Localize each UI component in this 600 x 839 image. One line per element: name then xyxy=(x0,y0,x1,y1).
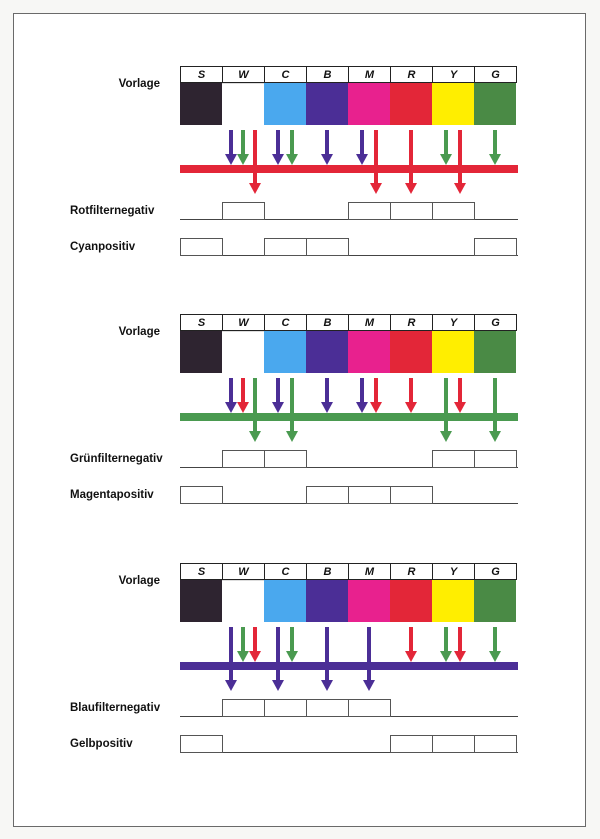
panel-1-arrow-w-b xyxy=(225,130,237,165)
panel-2-negative-cell-g xyxy=(474,450,517,468)
panel-1-arrow-w-g xyxy=(237,130,249,165)
panel-3-header-w: W xyxy=(222,563,265,580)
panel-3-header-s: S xyxy=(180,563,223,580)
panel-3-header-y: Y xyxy=(432,563,475,580)
panel-3-header-r: R xyxy=(390,563,433,580)
panel-2-swatch-m xyxy=(348,331,390,373)
panel-2-arrow-y-g xyxy=(440,378,452,442)
panel-3-swatch-r xyxy=(390,580,432,622)
panel-2-positive-cell-r xyxy=(390,486,433,504)
panel-3-header-b: B xyxy=(306,563,349,580)
panel-3-arrow-w-g xyxy=(237,627,249,662)
panel-2-header-g: G xyxy=(474,314,517,331)
panel-1-header-g: G xyxy=(474,66,517,83)
panel-1-swatch-g xyxy=(474,83,516,125)
panel-1-swatch-r xyxy=(390,83,432,125)
panel-2-header-w: W xyxy=(222,314,265,331)
panel-2-header-r: R xyxy=(390,314,433,331)
panel-3-arrow-b-b xyxy=(321,627,333,691)
panel-1-arrow-y-r xyxy=(454,130,466,194)
panel-3-header-m: M xyxy=(348,563,391,580)
panel-3-negative-cell-w xyxy=(222,699,265,717)
panel-2-arrow-c-g xyxy=(286,378,298,442)
panel-3-swatch-g xyxy=(474,580,516,622)
panel-2-arrow-w-g xyxy=(249,378,261,442)
panel-2-header-m: M xyxy=(348,314,391,331)
panel-1-arrow-m-b xyxy=(356,130,368,165)
panel-2-arrow-b-b xyxy=(321,378,333,413)
panel-3-arrow-w-r xyxy=(249,627,261,662)
panel-3-arrow-y-r xyxy=(454,627,466,662)
panel-1-header-m: M xyxy=(348,66,391,83)
panel-1-positive-baseline xyxy=(180,255,518,256)
panel-2-arrow-m-b xyxy=(356,378,368,413)
panel-3-swatch-b xyxy=(306,580,348,622)
panel-3-positive-label: Gelbpositiv xyxy=(70,738,133,750)
panel-3-swatch-c xyxy=(264,580,306,622)
panel-3-arrow-y-g xyxy=(440,627,452,662)
panel-3-swatch-m xyxy=(348,580,390,622)
panel-1-arrow-c-b xyxy=(272,130,284,165)
panel-1-header-s: S xyxy=(180,66,223,83)
panel-3-arrow-c-g xyxy=(286,627,298,662)
panel-1-arrow-r-r xyxy=(405,130,417,194)
panel-1-positive-cell-b xyxy=(306,238,349,256)
panel-2-arrow-r-r xyxy=(405,378,417,413)
panel-3-arrow-w-b xyxy=(225,627,237,691)
panel-1-negative-label: Rotfilternegativ xyxy=(70,205,155,217)
panel-1-arrow-y-g xyxy=(440,130,452,165)
panel-1-swatch-s xyxy=(180,83,222,125)
panel-3-negative-cell-b xyxy=(306,699,349,717)
panel-2-arrow-y-r xyxy=(454,378,466,413)
panel-1-arrow-g-g xyxy=(489,130,501,165)
panel-2-swatch-s xyxy=(180,331,222,373)
panel-1-header-w: W xyxy=(222,66,265,83)
panel-1-header-b: B xyxy=(306,66,349,83)
panel-2-arrow-g-g xyxy=(489,378,501,442)
panel-1-header-r: R xyxy=(390,66,433,83)
panel-2-positive-cell-s xyxy=(180,486,223,504)
panel-1-swatch-y xyxy=(432,83,474,125)
panel-2-vorlage-label: Vorlage xyxy=(118,326,160,338)
panel-2-positive-label: Magentapositiv xyxy=(70,489,154,501)
panel-1-filter-bar xyxy=(180,165,518,173)
panel-3-positive-cell-g xyxy=(474,735,517,753)
panel-2-positive-cell-m xyxy=(348,486,391,504)
panel-2-arrow-w-b xyxy=(225,378,237,413)
panel-2-swatch-g xyxy=(474,331,516,373)
panel-2-swatch-b xyxy=(306,331,348,373)
panel-3-swatch-w xyxy=(222,580,264,622)
panel-2-arrow-m-r xyxy=(370,378,382,413)
panel-3-arrow-m-b xyxy=(363,627,375,691)
panel-2-header-s: S xyxy=(180,314,223,331)
panel-1-positive-cell-s xyxy=(180,238,223,256)
panel-1-negative-cell-w xyxy=(222,202,265,220)
panel-1-negative-cell-r xyxy=(390,202,433,220)
panel-2-header-b: B xyxy=(306,314,349,331)
panel-3-positive-cell-r xyxy=(390,735,433,753)
panel-2-arrow-w-r xyxy=(237,378,249,413)
panel-1-swatch-w xyxy=(222,83,264,125)
panel-3-arrow-c-b xyxy=(272,627,284,691)
panel-3-negative-cell-m xyxy=(348,699,391,717)
panel-1-positive-cell-g xyxy=(474,238,517,256)
panel-2-filter-bar xyxy=(180,413,518,421)
panel-2-arrow-c-b xyxy=(272,378,284,413)
panel-2-header-y: Y xyxy=(432,314,475,331)
panel-1-header-c: C xyxy=(264,66,307,83)
panel-1-header-y: Y xyxy=(432,66,475,83)
panel-2-swatch-y xyxy=(432,331,474,373)
panel-3-header-c: C xyxy=(264,563,307,580)
panel-1-swatch-c xyxy=(264,83,306,125)
panel-2-negative-cell-w xyxy=(222,450,265,468)
panel-2-negative-cell-c xyxy=(264,450,307,468)
panel-1-positive-cell-c xyxy=(264,238,307,256)
panel-2-swatch-c xyxy=(264,331,306,373)
panel-2-header-c: C xyxy=(264,314,307,331)
panel-2-negative-label: Grünfilternegativ xyxy=(70,453,163,465)
panel-3-swatch-s xyxy=(180,580,222,622)
panel-3-vorlage-label: Vorlage xyxy=(118,575,160,587)
panel-3-header-g: G xyxy=(474,563,517,580)
panel-1-positive-label: Cyanpositiv xyxy=(70,241,136,253)
panel-3-positive-cell-s xyxy=(180,735,223,753)
panel-3-negative-cell-c xyxy=(264,699,307,717)
panel-1-swatch-b xyxy=(306,83,348,125)
panel-3-swatch-y xyxy=(432,580,474,622)
panel-3-positive-cell-y xyxy=(432,735,475,753)
panel-1-arrow-m-r xyxy=(370,130,382,194)
panel-1-vorlage-label: Vorlage xyxy=(118,78,160,90)
panel-3-negative-label: Blaufilternegativ xyxy=(70,702,161,714)
panel-1-swatch-m xyxy=(348,83,390,125)
panel-1-negative-cell-m xyxy=(348,202,391,220)
panel-1-arrow-w-r xyxy=(249,130,261,194)
panel-2-negative-cell-y xyxy=(432,450,475,468)
panel-3-arrow-r-r xyxy=(405,627,417,662)
panel-2-swatch-w xyxy=(222,331,264,373)
panel-2-swatch-r xyxy=(390,331,432,373)
panel-3-filter-bar xyxy=(180,662,518,670)
panel-2-positive-cell-b xyxy=(306,486,349,504)
panel-3-arrow-g-g xyxy=(489,627,501,662)
panel-1-arrow-b-b xyxy=(321,130,333,165)
panel-1-arrow-c-g xyxy=(286,130,298,165)
panel-1-negative-cell-y xyxy=(432,202,475,220)
